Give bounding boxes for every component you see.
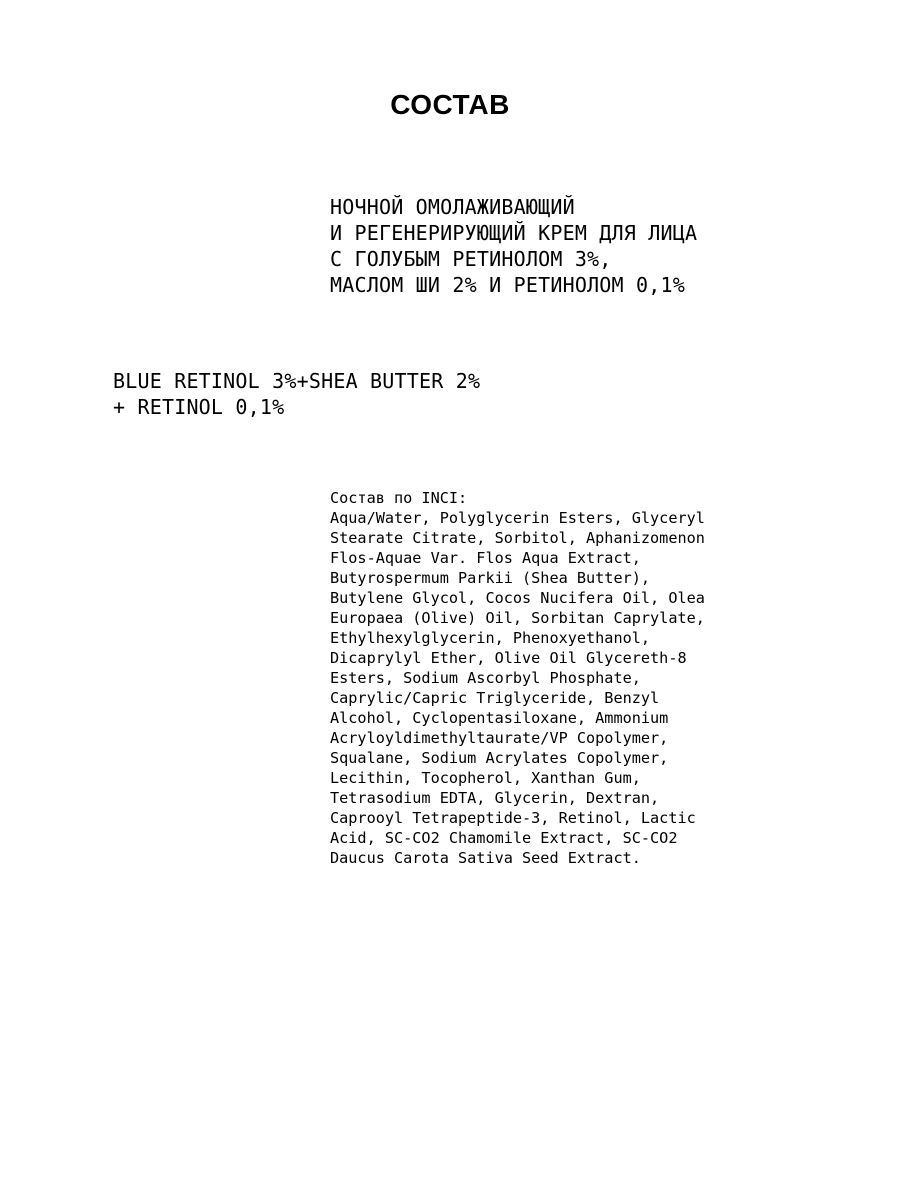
inci-line: Europaea (Olive) Oil, Sorbitan Caprylate, — [330, 609, 705, 627]
inci-line: Squalane, Sodium Acrylates Copolymer, — [330, 749, 669, 767]
product-name-line: НОЧНОЙ ОМОЛАЖИВАЮЩИЙ — [330, 195, 575, 219]
inci-line: Butylene Glycol, Cocos Nucifera Oil, Olea — [330, 589, 705, 607]
inci-line: Ethylhexylglycerin, Phenoxyethanol, — [330, 629, 651, 647]
active-ingredients-line: BLUE RETINOL 3%+SHEA BUTTER 2% — [113, 369, 481, 393]
inci-line: Butyrospermum Parkii (Shea Butter), — [330, 569, 651, 587]
inci-line: Lecithin, Tocopherol, Xanthan Gum, — [330, 769, 641, 787]
active-ingredients-line: + RETINOL 0,1% — [113, 395, 285, 419]
inci-line: Daucus Carota Sativa Seed Extract. — [330, 849, 641, 867]
inci-line: Acid, SC-CO2 Chamomile Extract, SC-CO2 — [330, 829, 678, 847]
inci-block — [330, 488, 850, 868]
inci-line: Esters, Sodium Ascorbyl Phosphate, — [330, 669, 641, 687]
inci-line: Stearate Citrate, Sorbitol, Aphanizomenon — [330, 529, 705, 547]
inci-label: Состав по INCI: — [330, 489, 468, 507]
product-name-line: И РЕГЕНЕРИРУЮЩИЙ КРЕМ ДЛЯ ЛИЦА — [330, 221, 698, 245]
inci-line: Tetrasodium EDTA, Glycerin, Dextran, — [330, 789, 660, 807]
inci-line: Caprylic/Capric Triglyceride, Benzyl — [330, 689, 660, 707]
inci-line: Flos-Aquae Var. Flos Aqua Extract, — [330, 549, 641, 567]
product-name-line: МАСЛОМ ШИ 2% И РЕТИНОЛОМ 0,1% — [330, 273, 685, 297]
inci-line: Aqua/Water, Polyglycerin Esters, Glyceryl — [330, 509, 705, 527]
product-name-block — [330, 194, 870, 298]
inci-line: Dicaprylyl Ether, Olive Oil Glycereth-8 — [330, 649, 687, 667]
inci-line: Acryloyldimethyltaurate/VP Copolymer, — [330, 729, 669, 747]
inci-line: Alcohol, Cyclopentasiloxane, Ammonium — [330, 709, 669, 727]
inci-line: Caprooyl Tetrapeptide-3, Retinol, Lactic — [330, 809, 696, 827]
active-ingredients-block — [113, 368, 813, 420]
product-name-line: С ГОЛУБЫМ РЕТИНОЛОМ 3%, — [330, 247, 612, 271]
page-title: СОСТАВ — [390, 89, 510, 120]
